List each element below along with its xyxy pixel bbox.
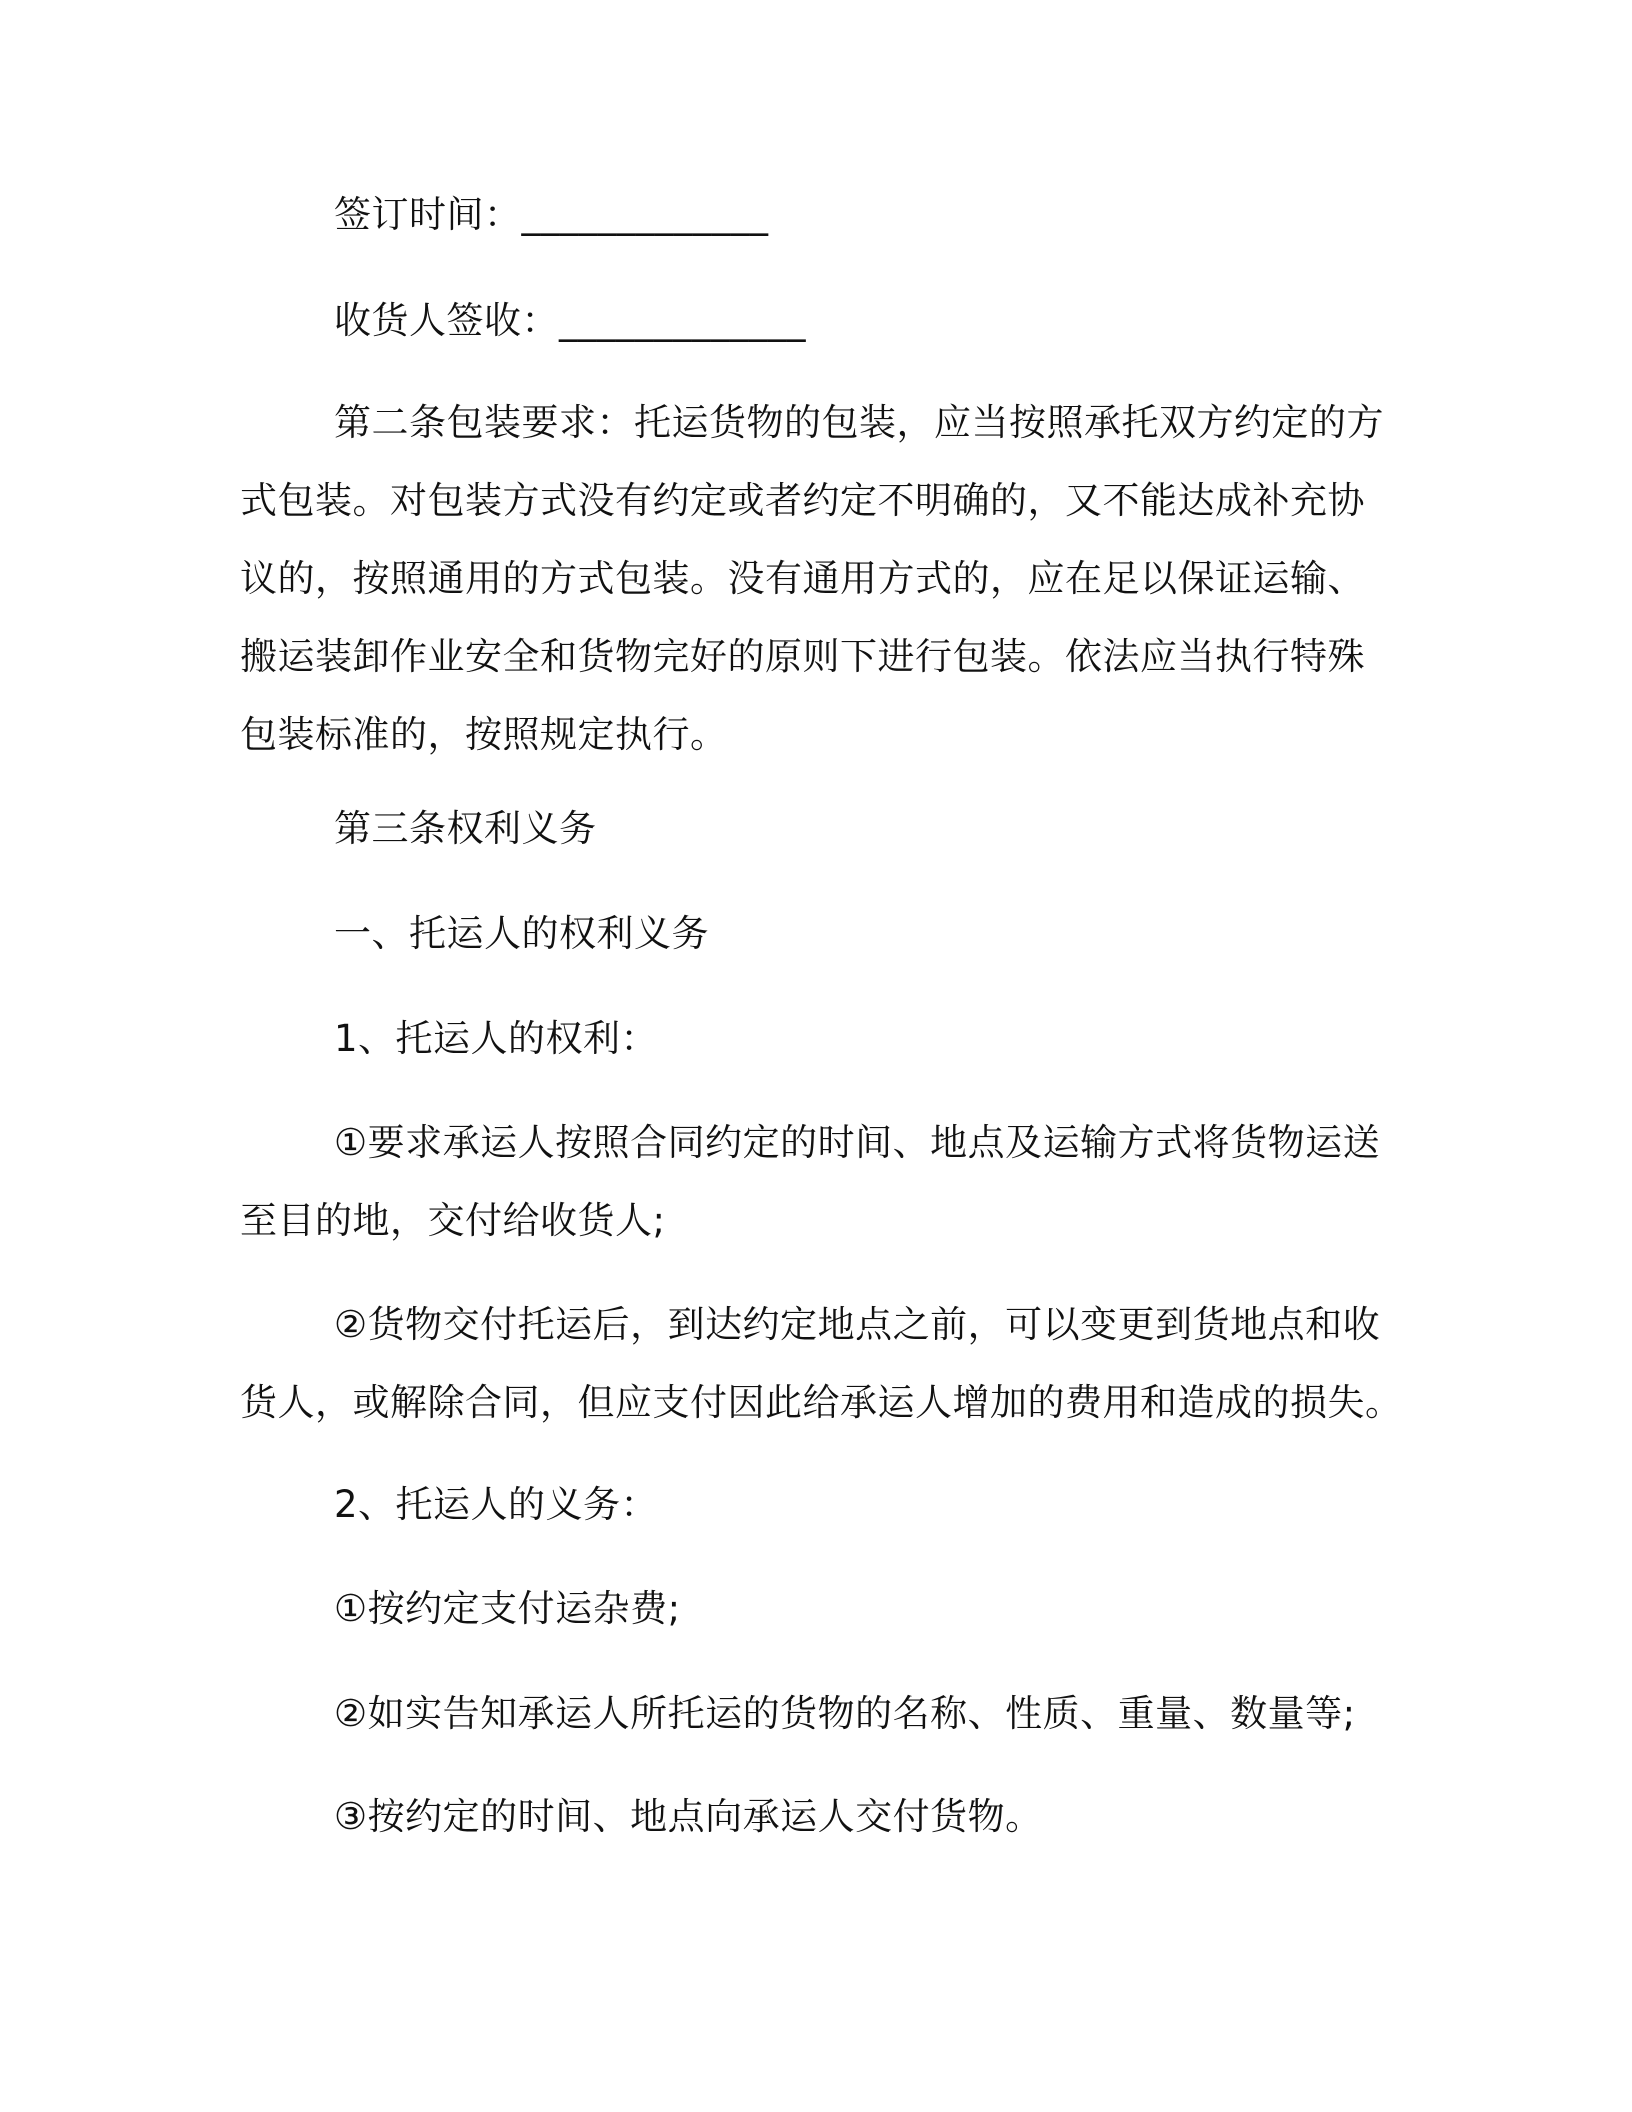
section-1-title — [240, 895, 1390, 973]
article-2-line-3: 议的，按照通用的方式包装。没有通用方式的，应在足以保证运输、 — [240, 557, 1365, 600]
rights-title — [240, 1000, 1390, 1078]
consignee-sign-text: 收货人签收：_____________ — [334, 299, 806, 342]
article-3-title-text: 第三条权利义务 — [334, 807, 597, 850]
duty-3-text: ③按约定的时间、地点向承运人交付货物。 — [334, 1795, 1043, 1838]
article-3-title — [240, 790, 1390, 868]
article-2-line-1: 第二条包装要求：托运货物的包装，应当按照承托双方约定的方 — [334, 401, 1384, 444]
sign-date-text: 签订时间：_____________ — [334, 193, 769, 236]
article-2-line-4: 搬运装卸作业安全和货物完好的原则下进行包装。依法应当执行特殊 — [240, 635, 1365, 678]
consignee-sign-line — [240, 282, 1390, 360]
duties-title — [240, 1466, 1390, 1544]
duty-1 — [240, 1570, 1390, 1648]
right-1-line-2: 至目的地，交付给收货人; — [240, 1199, 666, 1242]
right-2-paragraph — [240, 1286, 1403, 1442]
article-2-line-5: 包装标准的，按照规定执行。 — [240, 713, 728, 756]
duty-1-text: ①按约定支付运杂费; — [334, 1587, 681, 1630]
article-2-line-2: 式包装。对包装方式没有约定或者约定不明确的，又不能达成补充协 — [240, 479, 1365, 522]
duty-2 — [240, 1675, 1390, 1753]
sign-date-line — [240, 176, 1390, 254]
right-1-paragraph — [240, 1104, 1390, 1260]
article-2-paragraph — [240, 384, 1390, 774]
duty-3 — [240, 1778, 1390, 1856]
right-2-line-1: ②货物交付托运后，到达约定地点之前，可以变更到货地点和收 — [334, 1303, 1381, 1346]
duties-title-text: 2、托运人的义务： — [334, 1483, 659, 1526]
right-1-line-1: ①要求承运人按照合同约定的时间、地点及运输方式将货物运送 — [334, 1121, 1381, 1164]
right-2-line-2: 货人，或解除合同，但应支付因此给承运人增加的费用和造成的损失。 — [240, 1381, 1403, 1424]
section-1-title-text: 一、托运人的权利义务 — [334, 912, 709, 955]
rights-title-text: 1、托运人的权利： — [334, 1017, 659, 1060]
duty-2-text: ②如实告知承运人所托运的货物的名称、性质、重量、数量等; — [334, 1692, 1356, 1735]
